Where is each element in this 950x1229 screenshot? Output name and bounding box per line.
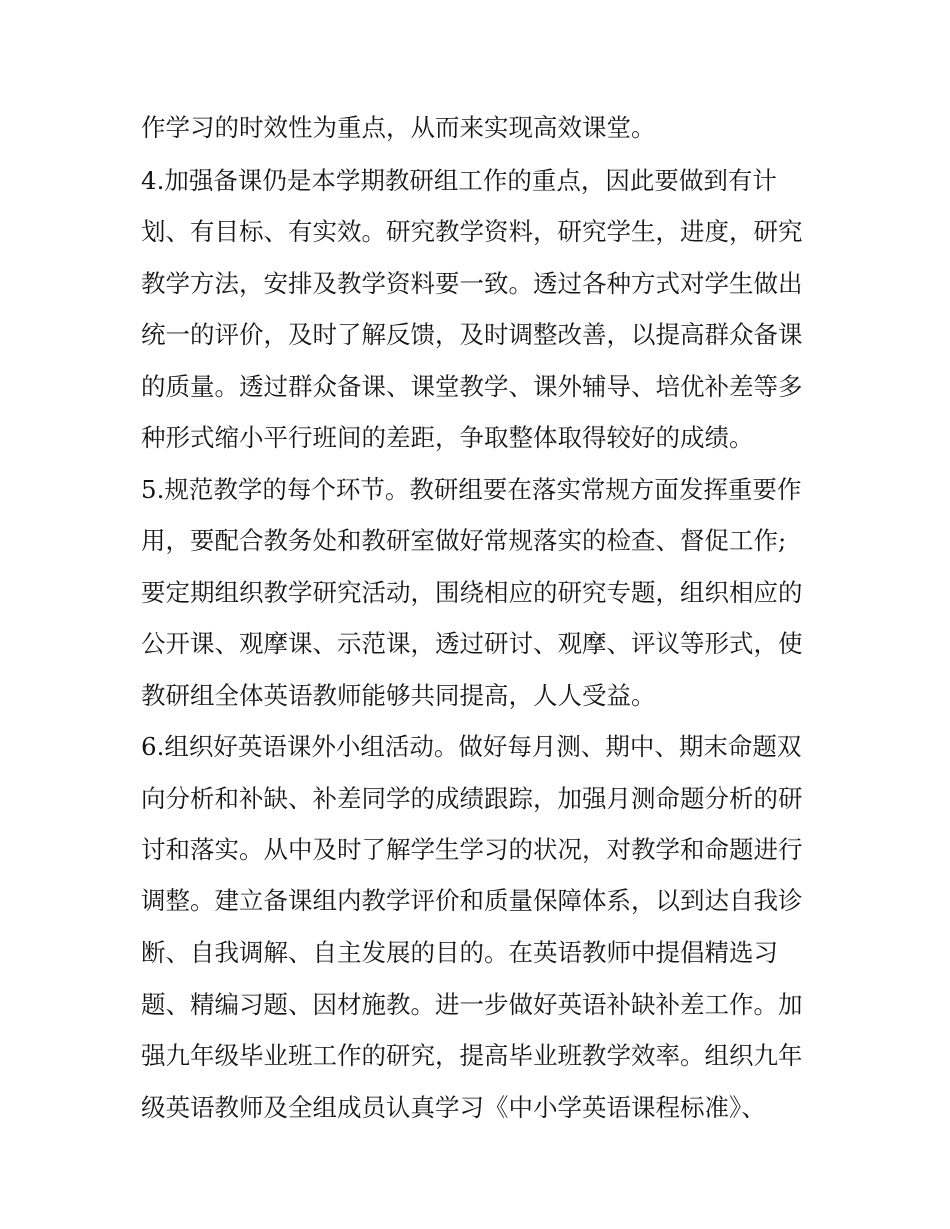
text-line: 统一的评价，及时了解反馈，及时调整改善，以提高群众备课 bbox=[141, 320, 803, 349]
text-line: 调整。建立备课组内教学评价和质量保障体系，以到达自我诊 bbox=[141, 886, 803, 915]
text-line: 用，要配合教务处和教研室做好常规落实的检查、督促工作; bbox=[141, 526, 787, 555]
text-line: 公开课、观摩课、示范课，透过研讨、观摩、评议等形式，使 bbox=[141, 629, 803, 658]
text-line: 教研组全体英语教师能够共同提高，人人受益。 bbox=[141, 681, 656, 710]
text-line: 的质量。透过群众备课、课堂教学、课外辅导、培优补差等多 bbox=[141, 372, 803, 401]
text-line: 向分析和补缺、补差同学的成绩跟踪，加强月测命题分析的研 bbox=[141, 784, 803, 813]
text-line: 要定期组织教学研究活动，围绕相应的研究专题，组织相应的 bbox=[141, 578, 803, 607]
text-line: 划、有目标、有实效。研究教学资料，研究学生，进度，研究 bbox=[141, 217, 803, 246]
text-line: 讨和落实。从中及时了解学生学习的状况，对教学和命题进行 bbox=[141, 835, 803, 864]
text-line: 种形式缩小平行班间的差距，争取整体取得较好的成绩。 bbox=[141, 423, 754, 452]
text-line: 题、精编习题、因材施教。进一步做好英语补缺补差工作。加 bbox=[141, 990, 803, 1019]
text-line: 强九年级毕业班工作的研究，提高毕业班教学效率。组织九年 bbox=[141, 1041, 803, 1070]
text-line: 教学方法，安排及教学资料要一致。透过各种方式对学生做出 bbox=[141, 269, 803, 298]
text-line: 断、自我调解、自主发展的目的。在英语教师中提倡精选习 bbox=[141, 938, 778, 967]
text-line: 级英语教师及全组成员认真学习《中小学英语课程标准》、 bbox=[141, 1093, 766, 1122]
text-line: 作学习的时效性为重点，从而来实现高效课堂。 bbox=[141, 113, 656, 142]
text-line: 4.加强备课仍是本学期教研组工作的重点，因此要做到有计 bbox=[141, 166, 777, 195]
text-line: 5.规范教学的每个环节。教研组要在落实常规方面发挥重要作 bbox=[141, 475, 802, 504]
text-line: 6.组织好英语课外小组活动。做好每月测、期中、期末命题双 bbox=[141, 732, 802, 761]
